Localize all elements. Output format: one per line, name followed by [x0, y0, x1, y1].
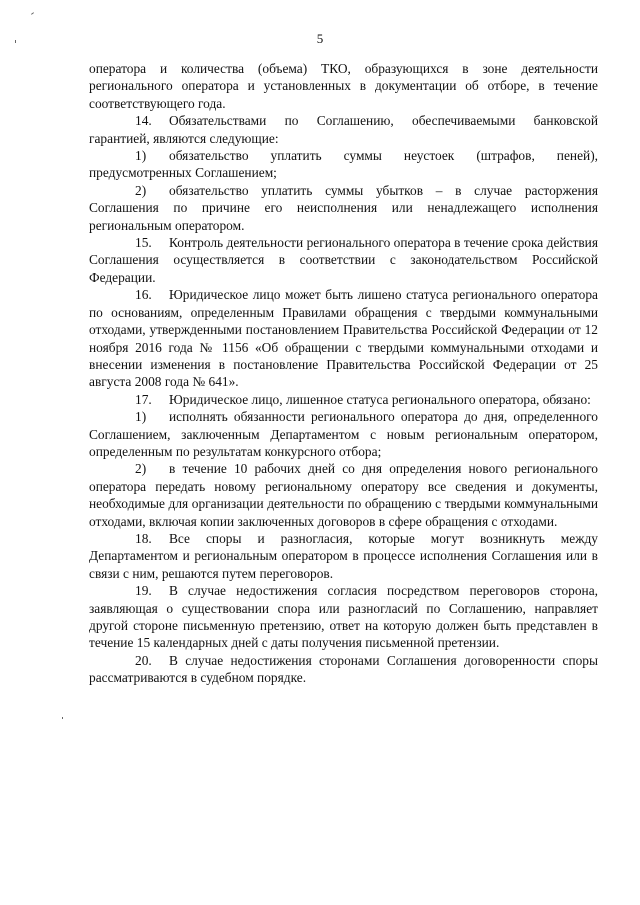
next-page-stub — [246, 899, 276, 905]
paragraph-text: Обязательствами по Соглашению, обеспечиваемыми банковской гарантией, являются следующие: — [89, 113, 598, 146]
list-item — [89, 460, 598, 530]
paragraph-number: 20. — [135, 652, 152, 668]
paragraph-text: Юридическое лицо может быть лишено статуса регионального оператора по основаниям, определенным Правилами обращения с твердыми коммунальными отходами, утвержденными постановлением Правительства Российской Федерации от 12 ноября 2016 года № 1156 «Об обращении с твердыми коммунальными отходами и внесении изменения в постановление Правительства Российской Федерации от 25 августа 2008 года № 641». — [89, 287, 598, 390]
document-body — [89, 60, 598, 687]
list-item-text: в течение 10 рабочих дней со дня определения нового регионального оператора передать новому региональному оператору все сведения и документы, необходимые для организации деятельности по обращению с твердыми коммунальными отходами, включая копии заключенных договоров в сфере обращения с отходами. — [89, 461, 598, 529]
scan-speck — [31, 12, 34, 15]
paragraph-number: 18. — [135, 530, 152, 546]
paragraph-number: 14. — [135, 113, 152, 129]
list-item — [89, 182, 598, 234]
list-item-text: обязательство уплатить суммы неустоек (штрафов, пеней), предусмотренных Соглашением; — [89, 148, 598, 181]
list-item — [89, 147, 598, 182]
paragraph-text: Юридическое лицо, лишенное статуса регионального оператора, обязано: — [169, 391, 591, 407]
paragraph — [89, 530, 598, 582]
paragraph — [89, 60, 598, 112]
paragraph-text: Контроль деятельности регионального оператора в течение срока действия Соглашения осуществляется в соответствии с законодательством Российской Федерации. — [89, 235, 598, 285]
list-item-number: 1) — [135, 148, 147, 164]
list-item-text: обязательство уплатить суммы убытков – в случае расторжения Соглашения по причине его неисполнения или ненадлежащего исполнения региональным оператором. — [89, 182, 598, 233]
paragraph — [89, 391, 598, 408]
paragraph — [89, 582, 598, 652]
paragraph-text: оператора и количества (объема) ТКО, образующихся в зоне деятельности регионального оператора и установленных в документации об отборе, в течение соответствующего года. — [89, 61, 598, 111]
paragraph-number: 19. — [135, 583, 152, 599]
list-item — [89, 408, 598, 460]
paragraph — [89, 652, 598, 687]
scan-speck — [62, 717, 63, 719]
paragraph-text: В случае недостижения сторонами Соглашения договоренности споры рассматриваются в судебном порядке. — [89, 652, 598, 686]
list-item-number: 1) — [135, 409, 147, 425]
paragraph — [89, 112, 598, 147]
paragraph-number: 15. — [135, 235, 152, 251]
list-item-number: 2) — [135, 461, 147, 477]
paragraph-text: Все споры и разногласия, которые могут возникнуть между Департаментом и региональным оператором в процессе исполнения Соглашения или в связи с ним, решаются путем переговоров. — [89, 530, 598, 581]
paragraph-number: 17. — [135, 391, 152, 407]
paragraph-number: 16. — [135, 287, 152, 303]
page-number: 5 — [316, 31, 324, 46]
paragraph-text: В случае недостижения согласия посредством переговоров сторона, заявляющая о существовании спора или разногласий по Соглашению, направляет другой стороне письменную претензию, ответ на которую должен быть представлен в течение 15 календарных дней с даты получения письменной претензии. — [89, 583, 598, 651]
paragraph — [89, 234, 598, 286]
paragraph — [89, 286, 598, 390]
list-item-number: 2) — [135, 182, 147, 198]
list-item-text: исполнять обязанности регионального оператора до дня, определенного Соглашением, заключенным Департаментом с новым региональным оператором, определенным по результатам конкурсного отбора; — [89, 409, 598, 459]
